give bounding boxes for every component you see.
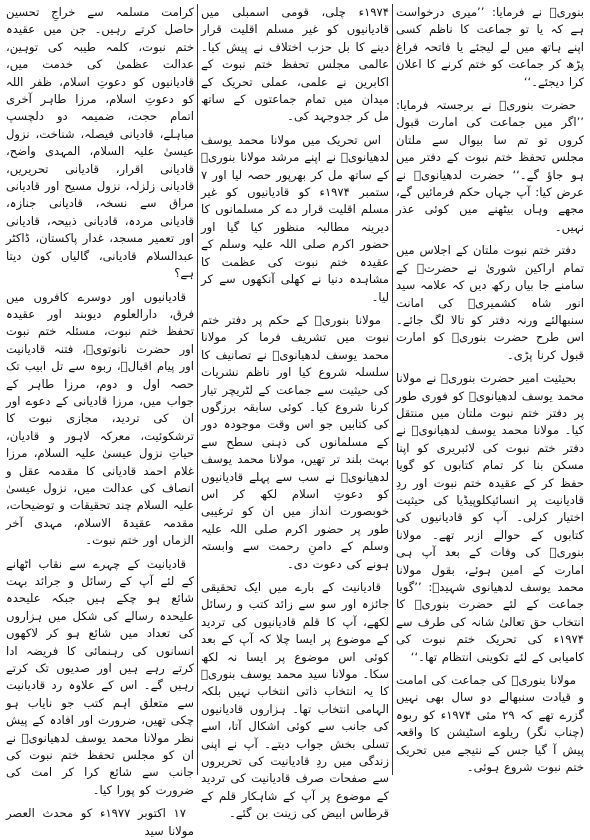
paragraph: مولانا بنوریؒ کے حکم پر دفتر ختم نبوت میں تشریف فرما کر مولانا محمد یوسف لدھیانویؒ نے تصانیف کا سلسلہ شروع کیا اور ناظم نشریات کی حیثیت سے جماعت کے لٹریچر تیار کرنا شروع کیا۔ کوئی سابقہ برزگوں کی کتابیں جو اس وقت موجودہ دور کے مسلمانوں کی ذہنی سطح سے بہت بلند تر تھیں، مولانا محمد یوسف لدھیانویؒ نے سب سے پہلے قادیانیوں کو دعوتِ اسلام لکھ کر اس خوبصورت انداز میں ان کو ترغیبی طور پر حضور اکرم صلی اللہ علیہ وسلم کے دامنِ رحمت سے وابستہ ہونے کی دعوت دی۔ bbox=[201, 312, 389, 571]
column-3 bbox=[3, 4, 197, 838]
paragraph: بحیثیت امیر حضرت بنوریؒ نے مولانا محمد یوسف لدھیانویؒ کو فوری طور پر دفتر ختم نبوت ملتان میں منتقل کیا۔ مولانا محمد یوسف لدھیانویؒ نے دفتر ختم نبوت کی لائبریری کو اپنا مسکن بنا کر تمام کتابوں کو گویا حفظ کر کے عقیدہ ختم نبوت اور ردِ قادیانیت پر انسائیکلوپیڈیا کی حیثیت اختیار کرلی۔ آپ کو قادیانیوں کی کتابوں کے حوالے ازبر تھے۔ مولانا بنوریؒ کی وفات کے بعد آپ ہی امارت کے امین ہوئے، بقول مولانا محمد یوسف لدھیانوی شہیدؒ: ’’گویا جماعت کے لئے حضرت بنوریؒ کا انتخاب حق تعالیٰ شانہ کی طرف سے ۱۹۷۴ء کی تحریک ختم نبوت کی کامیابی کے لئے تکوینی انتظام تھا۔‘‘ bbox=[396, 371, 584, 664]
paragraph: قادیانیت کے بارے میں ایک تحقیقی جائزہ اور سو سے زائد کتب و رسائل لکھے، آپ کا قلم قادیانیوں کی تردید کے موضوع پر ایسا چلا کہ آپ کے بعد کوئی اس موضوع پر ایسا نہ لکھ سکا۔ مولانا سید محمد یوسف بنوریؒ کا یہ انتخاب ذاتی انتخاب نہیں بلکہ الہامی انتخاب تھا۔ ہزاروں قادیانیوں کی جانب سے کوئی اشکال آتا، اسے تسلی بخش جواب دیتے۔ آپ نے اپنی زندگی میں ردِ قادیانیت کی تحریروں سے صفحات صرف قادیانیت کی تردید کے موضوع پر آپ کے شاہکار قلم کے قرطاس ابیض کی زینت بن گئے۔ bbox=[201, 580, 389, 821]
column-divider bbox=[392, 4, 393, 775]
paragraph: ۱۹۷۴ء چلی، قومی اسمبلی میں قادیانیوں کو غیر مسلم اقلیت قرار دینے کا بل حزب اختلاف نے پیش کیا۔ عالمی مجلس تحفظ ختم نبوت کے اکابرین نے علمی، عملی تحریک کے میدان میں تمام جماعتوں کے ساتھ مل کر جدوجہد کی۔ bbox=[201, 5, 389, 124]
paragraph: قادیانیوں اور دوسرے کافروں میں فرق، دارالعلوم دیوبند اور عقیدہ تحفظ ختم نبوت، مسئلہ ختم نبوت اور حضرت نانوتویؒ، فتنہ قادیانیت اور پیام اقبالؒ، ربوہ سے تل ابیب تک حصہ اول و دوم، مرزا طاہر کے جواب میں، مرزا قادیانی کے دعوے اور ان کی تردید، مجازی نبوت کا ترشکوئیت، معرکہ لاہور و قادیان، حیاتِ نزول عیسیٰ علیہ السلام، مرزا غلام احمد قادیانی کا مقدمہ عقل و انصاف کی عدالت میں، نزول عیسیٰ علیہ السلام چند تحقیقات و توضیحات، مقدمہ عقیدۃ الاسلام، مہدی آخر الزماں اور ختم نبوت۔ bbox=[6, 289, 194, 548]
paragraph: دفتر ختم نبوت ملتان کے اجلاس میں تمام اراکین شوریٰ نے حضرتؒ کے سامنے جا بیاں رکھ دیں کہ علامہ سید انور شاہ کشمیریؒ کی امانت سنبھالئے ورنہ دفتر کو تالا لگ جائے۔ اس طرح حضرت بنوریؒ کو امارت قبول کرنا پڑی۔ bbox=[396, 243, 584, 362]
paragraph: حضرت بنوریؒ نے برجستہ فرمایا: ’’اگر میں جماعت کی امارت قبول کروں تو تم سا بیوال سے ملتان مجلس تحفظ ختم نبوت کے دفتر میں ہو جاؤ گے۔‘‘ حضرت لدھیانویؒ نے عرض کیا: آپ جہاں حکم فرمائیں گے، مجھے وہاں بیٹھنے میں کوئی عذر نہیں۔ bbox=[396, 98, 584, 234]
paragraph: ۱۷ اکتوبر ۱۹۷۷ء کو محدث العصر مولانا سید bbox=[6, 806, 194, 838]
paragraph: بنوریؒ نے فرمایا: ’’میری درخواست ہے کہ یا تو جماعت کا ناظم کسی اپنے ہاتھ میں لے لیجئے یا فاتحہ فراغ پڑھ کر جماعت کو ختم کرنے کا اعلان کرا دیجئے۔‘‘ bbox=[396, 5, 584, 89]
text-columns bbox=[3, 4, 587, 838]
column-divider bbox=[197, 4, 198, 775]
paragraph: قادیانیت کے چہرے سے نقاب اٹھانے کے لئے آپ کے رسائل و جرائد بہت شائع ہو چکے ہیں جبکہ علیحدہ علیحدہ رسالے کی شکل میں ہزاروں کی تعداد میں شائع ہو کر لاکھوں انسانوں کی رہنمائی کا فریضہ ادا کرتے رہے ہیں اور صدیوں تک کرتے رہیں گے۔ اس کے علاوہ رد قادیانیت سے متعلق اہم کتب جو نایاب ہو چکی تھیں، ضرورت اور افادہ کے پیش نظر مولانا محمد یوسف لدھیانویؒ نے ان کو مجلس تحفظ ختم نبوت کی جانب سے شائع کرا کر امت کی ضرورت کو پورا کیا۔ bbox=[6, 556, 194, 797]
column-2 bbox=[198, 4, 392, 821]
column-1 bbox=[393, 4, 587, 775]
paragraph: کرامت مسلمہ سے خراجِ تحسین حاصل کرتے رہیں۔ جن میں عقیدہ ختم نبوت، کلمہ طیبہ کی توہین، عدالت عظمیٰ کی خدمت میں، قادیانیوں کو دعوتِ اسلام، ظفر اللہ کو دعوتِ اسلام، مرزا طاہر آخری اتمام حجت، ضمیمہ دو دلچسپ مباہلے، قادیانی فیصلہ، شناخت، نزول عیسیٰ علیہ السلام، المہدی واضح، قادیانی اقرار، قادیانی تحریریں، قادیانی زلزلہ، نزول مسیح اور قادیانی مراق سے نسخہ، قادیانی جنازہ، قادیانی مردہ، قادیانی ذبیحہ، قادیانی اور تعمیر مسجد، غدار پاکستان، ڈاکٹر عبدالسلام قادیانی، گالیاں کون دیتا ہے؟ bbox=[6, 5, 194, 281]
paragraph: اس تحریک میں مولانا محمد یوسف لدھیانویؒ نے اپنے مرشد مولانا بنوریؒ کے ساتھ مل کر بھرپور حصہ لیا اور ۷ ستمبر ۱۹۷۴ء کو قادیانیوں کو غیر مسلم اقلیت قرار دے کر مسلمانوں کا دیرینہ مطالبہ منظور کیا گیا اور حضور اکرم صلی اللہ علیہ وسلم کے عقیدہ ختم نبوت کی عظمت کا مشاہدہ دنیا نے کھلی آنکھوں سے کر لیا۔ bbox=[201, 132, 389, 304]
paragraph: مولانا بنوریؒ کی جماعت کی امامت و قیادت سنبھالے دو سال بھی نہیں گزرے تھے کہ ۲۹ مئی ۱۹۷۴ء کو ربوہ (چناب نگر) ریلوے اسٹیشن کا واقعہ پیش آ گیا جس کے نتیجے میں تحریک ختم نبوت شروع ہوئی۔ bbox=[396, 673, 584, 775]
